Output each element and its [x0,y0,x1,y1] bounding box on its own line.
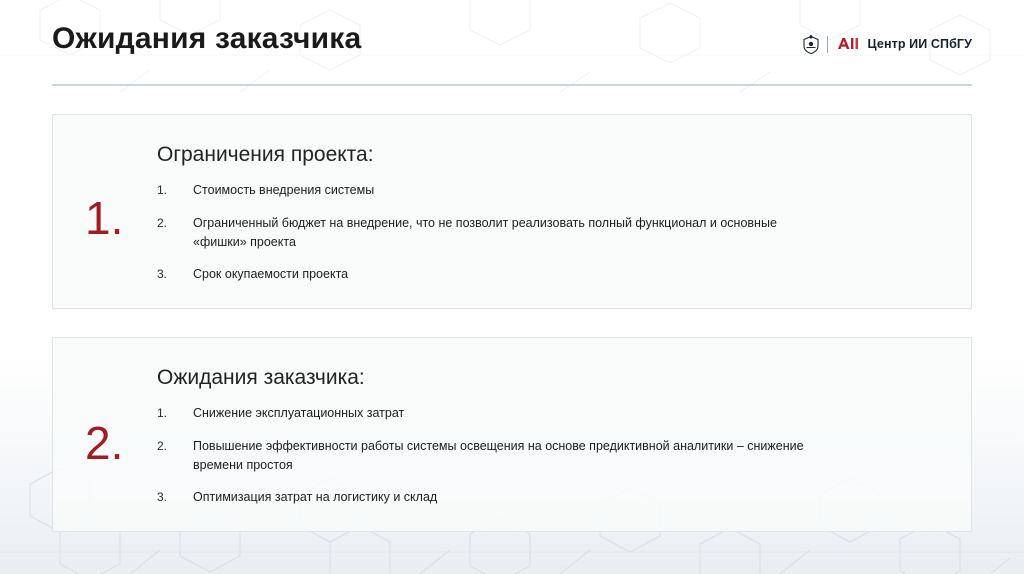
list-item [157,404,931,423]
content-card-constraints [52,114,972,309]
list-item [157,488,931,507]
page-title: Ожидания заказчика [52,22,362,55]
card-number: 2. [85,417,124,469]
header-divider [52,84,972,86]
list-item-text: Повышение эффективности работы системы освещения на основе предиктивной аналитики – снижение времени простоя [193,438,804,472]
list-item [157,181,931,200]
card-item-list [157,404,931,507]
list-item-text: Снижение эксплуатационных затрат [193,406,405,420]
list-item-text: Срок окупаемости проекта [193,267,349,282]
list-item-number: 3. [157,267,168,282]
list-item-text: Ограниченный бюджет на внедрение, что не позволит реализовать полный функционал и основные «фишки» проекта [193,215,777,249]
list-item-number: 3. [157,490,168,505]
list-item-number: 1. [157,406,168,420]
list-item-number: 2. [157,438,168,453]
list-item-text: Стоимость внедрения системы [193,183,375,197]
list-item [157,437,931,475]
list-item-number: 2. [157,215,168,230]
card-heading: Ограничения проекта: [157,143,374,166]
brand-name: Центр ИИ СПбГУ [867,37,972,51]
list-item [157,214,931,252]
list-item-text: Оптимизация затрат на логистику и склад [193,490,438,505]
brand-divider [827,36,828,53]
card-heading: Ожидания заказчика: [157,366,365,389]
spbu-crest-icon [802,34,820,54]
card-item-list [157,181,931,284]
ai-center-logo-icon [835,35,861,53]
card-number: 1. [85,192,124,244]
content-card-expectations [52,337,972,532]
list-item-number: 1. [157,183,168,197]
list-item [157,265,931,284]
brand-logo [802,34,972,54]
slide-header [0,0,1024,86]
